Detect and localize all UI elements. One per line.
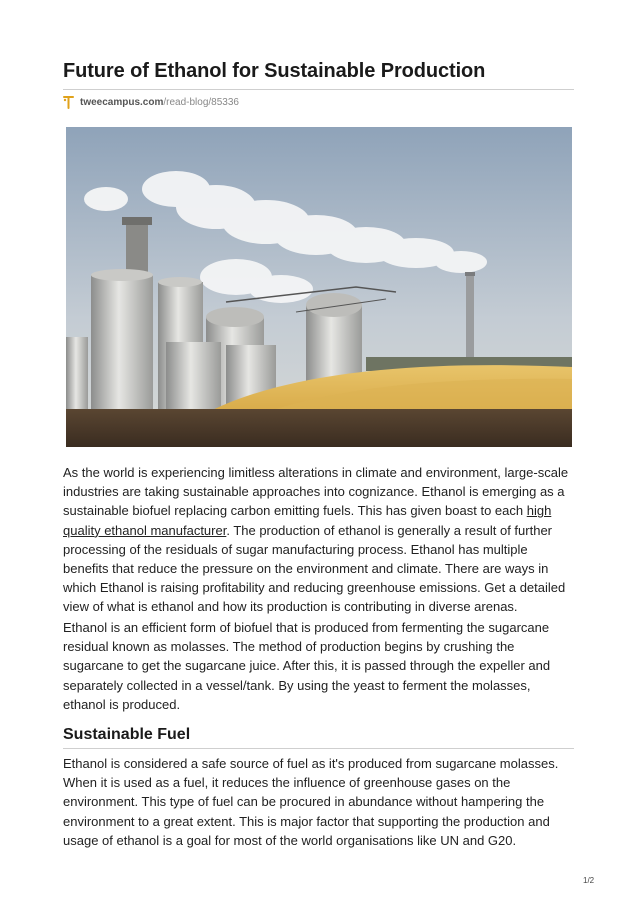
intro-text-start: As the world is experiencing limitless alterations in climate and environment, large-scale industries are taking sustainable approaches into cognizance. Ethanol is emerging as a sustainable biofuel replacing carbon emitting fuels. This has given boast to each [63, 465, 569, 519]
manufacturer-link[interactable]: high quality ethanol manufacturer [63, 503, 552, 538]
tweecampus-logo-icon [63, 96, 74, 109]
source-path: /read-blog/85336 [163, 96, 239, 108]
title-divider [63, 89, 574, 90]
page-number: 1/2 [583, 876, 595, 885]
source-line [63, 95, 239, 109]
page-title: Future of Ethanol for Sustainable Production [63, 60, 486, 82]
source-domain: tweecampus.com [80, 96, 164, 108]
section-divider [63, 748, 574, 749]
production-paragraph: Ethanol is an efficient form of biofuel that is produced from fermenting the sugarcane residual known as molasses. The method of production begins by crushing the sugarcane to get the sugarcane juice. After this, it is passed through the expeller and separately collected in a vessel/tank. By using the yeast to ferment the molasses, ethanol is produced. [63, 620, 551, 712]
ethanol-plant-photo [66, 127, 572, 447]
intro-paragraph [63, 463, 575, 617]
sustainable-fuel-paragraph: Ethanol is considered a safe source of fuel as it's produced from sugarcane molasses. When it is used as a fuel, it reduces the influence of greenhouse gases on the environment. This type of fuel can be procured in abundance without hampering the environment to a great extent. This is major factor that supporting the production and usage of ethanol is a goal for most of the world organisations like UN and G20. [63, 756, 559, 848]
section-heading: Sustainable Fuel [63, 726, 191, 743]
intro-text-end: . The production of ethanol is generally a result of further processing of the residuals of sugar manufacturing process. Ethanol has multiple benefits that reduce the pressure on the environment and climate. There are ways in which Ethanol is raising profitability and reducing greenhouse emissions. Get a detailed view of what is ethanol and how its production is contributing in diverse arenas. [63, 522, 566, 615]
source-link[interactable] [80, 97, 239, 108]
